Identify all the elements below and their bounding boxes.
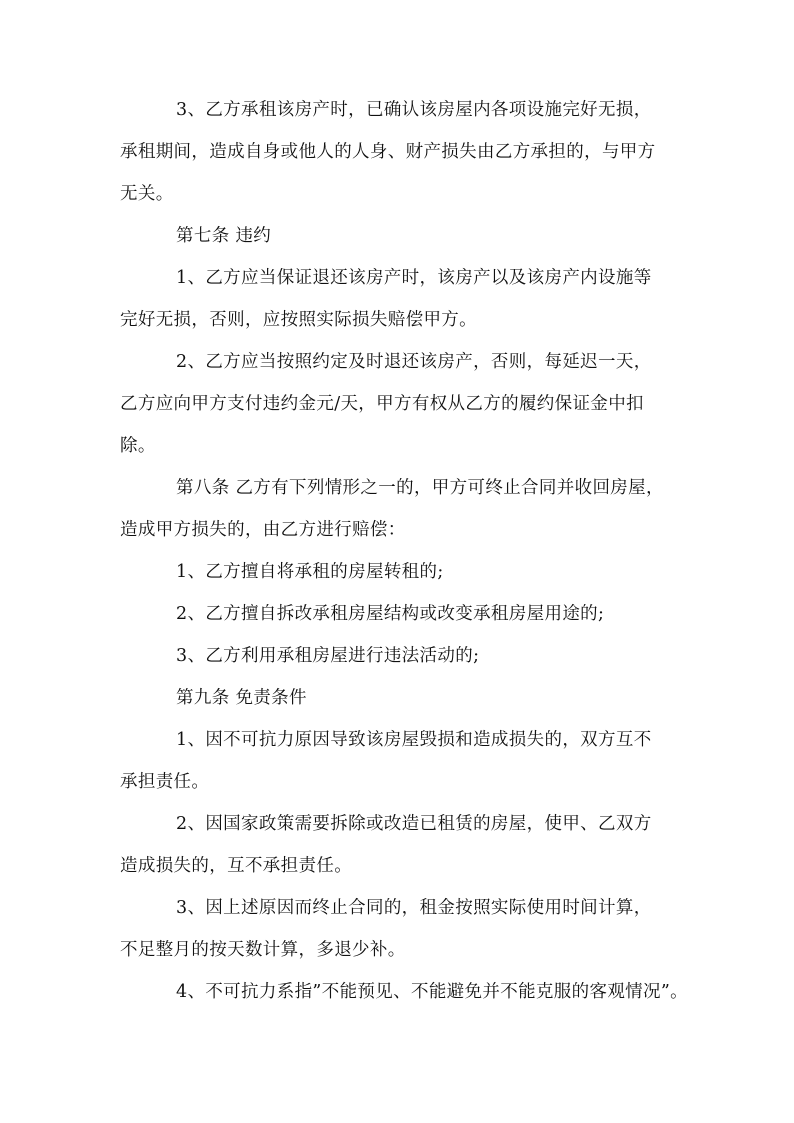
paragraph-line: 1、乙方应当保证退还该房产时，该房产以及该房产内设施等 <box>176 268 652 288</box>
paragraph-line: 无关。 <box>120 184 174 204</box>
section-heading: 第七条 违约 <box>176 226 272 246</box>
list-item: 3、乙方利用承租房屋进行违法活动的; <box>176 646 480 666</box>
paragraph-line: 承担责任。 <box>120 772 210 792</box>
paragraph-line: 1、因不可抗力原因导致该房屋毁损和造成损失的，双方互不 <box>176 730 652 750</box>
paragraph-line: 3、乙方承租该房产时，已确认该房屋内各项设施完好无损， <box>176 100 652 120</box>
paragraph-line: 完好无损，否则，应按照实际损失赔偿甲方。 <box>120 310 477 330</box>
paragraph-line: 2、因国家政策需要拆除或改造已租赁的房屋，使甲、乙双方 <box>176 814 652 834</box>
section-heading: 第八条 乙方有下列情形之一的，甲方可终止合同并收回房屋， <box>176 478 664 498</box>
paragraph-line: 乙方应向甲方支付违约金元/天，甲方有权从乙方的履约保证金中扣 <box>120 394 644 414</box>
paragraph-line: 2、乙方应当按照约定及时退还该房产，否则，每延迟一天， <box>176 352 652 372</box>
paragraph-line: 承租期间，造成自身或他人的人身、财产损失由乙方承担的，与甲方 <box>120 142 656 162</box>
paragraph-line: 造成甲方损失的，由乙方进行赔偿： <box>120 520 406 540</box>
paragraph-line: 除。 <box>120 436 156 456</box>
list-item: 1、乙方擅自将承租的房屋转租的; <box>176 562 444 582</box>
paragraph-line: 4、不可抗力系指”不能预见、不能避免并不能克服的客观情况”。 <box>176 982 689 1002</box>
paragraph-line: 3、因上述原因而终止合同的，租金按照实际使用时间计算， <box>176 898 652 918</box>
paragraph-line: 不足整月的按天数计算，多退少补。 <box>120 940 406 960</box>
paragraph-line: 造成损失的，互不承担责任。 <box>120 856 353 876</box>
list-item: 2、乙方擅自拆改承租房屋结构或改变承租房屋用途的; <box>176 604 605 624</box>
section-heading: 第九条 免责条件 <box>176 688 307 708</box>
